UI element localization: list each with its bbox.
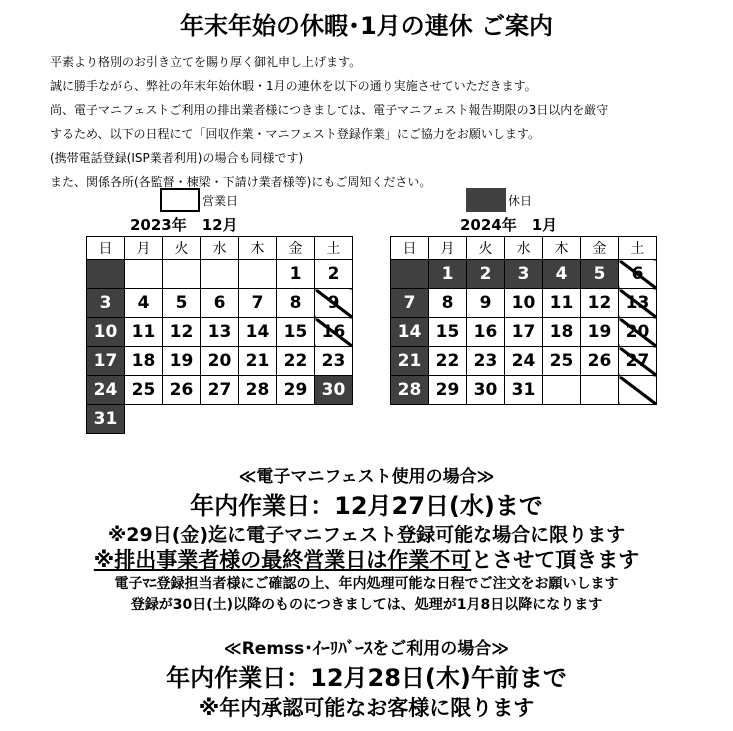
- day-cell: 27: [201, 376, 239, 405]
- day-cell: 10: [505, 289, 543, 318]
- legend-swatch-dark: [466, 188, 506, 212]
- day-cell: [201, 260, 239, 289]
- day-cell: [163, 405, 201, 434]
- crossed-out-day-cell: 16: [315, 318, 353, 347]
- day-cell: 25: [543, 347, 581, 376]
- day-cell: 6: [201, 289, 239, 318]
- day-cell: [125, 260, 163, 289]
- day-cell: 26: [163, 376, 201, 405]
- holiday-cell: 21: [391, 347, 429, 376]
- day-cell: 14: [239, 318, 277, 347]
- holiday-cell: 2: [467, 260, 505, 289]
- day-cell: 28: [239, 376, 277, 405]
- holiday-cell: 31: [87, 405, 125, 434]
- calendar-week: [87, 289, 353, 318]
- calendar-january-2024: [390, 236, 657, 405]
- day-cell: 13: [201, 318, 239, 347]
- crossed-out-day-cell: 9: [315, 289, 353, 318]
- calendar-week: [87, 405, 353, 434]
- crossed-out-day-cell: [619, 376, 657, 405]
- day-cell: [581, 376, 619, 405]
- weekday-header: 水: [505, 237, 543, 260]
- day-cell: 17: [505, 318, 543, 347]
- intro-line: また、関係各所(各監督・棟梁・下請け業者様等)にもご周知ください。: [50, 175, 432, 189]
- day-cell: 30: [467, 376, 505, 405]
- calendar-week: [391, 318, 657, 347]
- holiday-cell: 24: [87, 376, 125, 405]
- intro-line: (携帯電話登録(ISP業者利用)の場合も同様です): [50, 151, 304, 165]
- day-cell: [315, 405, 353, 434]
- intro-line: 平素より格別のお引き立てを賜り厚く御礼申し上げます。: [50, 55, 362, 69]
- legend-holiday: [466, 188, 532, 212]
- electronic-manifest-deadline: 年内作業日：12月27日(水)まで: [190, 492, 543, 520]
- weekday-header: 月: [125, 237, 163, 260]
- legend-label: 営業日: [202, 193, 239, 208]
- holiday-cell: [391, 260, 429, 289]
- calendar-week: [87, 347, 353, 376]
- day-cell: [543, 376, 581, 405]
- legend-business-day: [160, 188, 238, 212]
- electronic-note-3: 電子ﾏﾆ登録担当者様にご確認の上、年内処理可能な日程でご注文をお願いします: [114, 576, 619, 592]
- calendar-week: [87, 260, 353, 289]
- day-cell: [239, 405, 277, 434]
- day-cell: 18: [543, 318, 581, 347]
- day-cell: 2: [315, 260, 353, 289]
- holiday-cell: 14: [391, 318, 429, 347]
- weekday-header: 日: [391, 237, 429, 260]
- holiday-cell: 1: [429, 260, 467, 289]
- page-title: 年末年始の休暇･1月の連休 ご案内: [179, 12, 554, 40]
- calendar-week: [87, 376, 353, 405]
- weekday-header: 火: [163, 237, 201, 260]
- weekday-header: 月: [429, 237, 467, 260]
- day-cell: 7: [239, 289, 277, 318]
- calendar-december-2023: [86, 236, 353, 434]
- weekday-header: 木: [543, 237, 581, 260]
- day-cell: 11: [543, 289, 581, 318]
- day-cell: [125, 405, 163, 434]
- electronic-note-1: ※29日(金)迄に電子マニフェスト登録可能な場合に限ります: [107, 524, 626, 546]
- holiday-cell: 10: [87, 318, 125, 347]
- day-cell: 11: [125, 318, 163, 347]
- day-cell: 22: [429, 347, 467, 376]
- crossed-out-day-cell: 27: [619, 347, 657, 376]
- day-cell: 19: [581, 318, 619, 347]
- day-cell: 20: [201, 347, 239, 376]
- calendar-week: [391, 260, 657, 289]
- electronic-note-2-rest: とさせて頂きます: [471, 548, 640, 572]
- holiday-cell: 3: [505, 260, 543, 289]
- day-cell: 8: [277, 289, 315, 318]
- weekday-header: 土: [619, 237, 657, 260]
- day-cell: 31: [505, 376, 543, 405]
- intro-line: 誠に勝手ながら、弊社の年末年始休暇・1月の連休を以下の通り実施させていただきます。: [50, 79, 537, 93]
- holiday-cell: 17: [87, 347, 125, 376]
- calendar-week: [391, 347, 657, 376]
- remss-deadline: 年内作業日：12月28日(木)午前まで: [166, 664, 567, 692]
- day-cell: [239, 260, 277, 289]
- calendar-title-jan: 2024年 1月: [460, 216, 558, 234]
- day-cell: 8: [429, 289, 467, 318]
- day-cell: 12: [163, 318, 201, 347]
- calendar-week: [391, 289, 657, 318]
- day-cell: 29: [277, 376, 315, 405]
- weekday-header: 日: [87, 237, 125, 260]
- day-cell: 15: [429, 318, 467, 347]
- holiday-cell: 3: [87, 289, 125, 318]
- calendar-week: [391, 376, 657, 405]
- day-cell: 22: [277, 347, 315, 376]
- legend-label: 休日: [508, 193, 533, 208]
- day-cell: 4: [125, 289, 163, 318]
- crossed-out-day-cell: 20: [619, 318, 657, 347]
- day-cell: 23: [315, 347, 353, 376]
- crossed-out-day-cell: 6: [619, 260, 657, 289]
- day-cell: 9: [467, 289, 505, 318]
- day-cell: 18: [125, 347, 163, 376]
- day-cell: 26: [581, 347, 619, 376]
- day-cell: 25: [125, 376, 163, 405]
- calendar-week: [87, 318, 353, 347]
- intro-line: 尚、電子マニフェストご利用の排出業者様につきましては、電子マニフェスト報告期限の3日以内を厳守: [50, 103, 609, 117]
- holiday-cell: 7: [391, 289, 429, 318]
- weekday-header: 木: [239, 237, 277, 260]
- day-cell: 15: [277, 318, 315, 347]
- electronic-note-2-underlined: ※排出事業者様の最終営業日は作業不可: [93, 548, 472, 572]
- electronic-note-4: 登録が30日(土)以降のものにつきましては、処理が1月8日以降になります: [130, 597, 603, 613]
- day-cell: 24: [505, 347, 543, 376]
- day-cell: [163, 260, 201, 289]
- day-cell: 5: [163, 289, 201, 318]
- weekday-header: 水: [201, 237, 239, 260]
- holiday-cell: 30: [315, 376, 353, 405]
- weekday-header: 土: [315, 237, 353, 260]
- day-cell: 19: [163, 347, 201, 376]
- weekday-header: 金: [581, 237, 619, 260]
- day-cell: 12: [581, 289, 619, 318]
- remss-header: ≪Remss･ｲｰﾘﾊﾞｰｽをご利用の場合≫: [223, 639, 510, 659]
- electronic-note-2: [0, 544, 733, 574]
- day-cell: [201, 405, 239, 434]
- electronic-manifest-header: ≪電子マニフェスト使用の場合≫: [238, 467, 495, 487]
- holiday-cell: 4: [543, 260, 581, 289]
- crossed-out-day-cell: 13: [619, 289, 657, 318]
- day-cell: 1: [277, 260, 315, 289]
- holiday-cell: 28: [391, 376, 429, 405]
- holiday-cell: 5: [581, 260, 619, 289]
- intro-text: [50, 50, 608, 194]
- day-cell: 16: [467, 318, 505, 347]
- calendar-title-dec: 2023年 12月: [130, 216, 238, 234]
- day-cell: 23: [467, 347, 505, 376]
- holiday-cell: [87, 260, 125, 289]
- remss-note: ※年内承認可能なお客様に限ります: [198, 696, 535, 720]
- weekday-header: 金: [277, 237, 315, 260]
- day-cell: [277, 405, 315, 434]
- day-cell: 21: [239, 347, 277, 376]
- legend-swatch-white: [160, 188, 200, 212]
- weekday-header: 火: [467, 237, 505, 260]
- day-cell: 29: [429, 376, 467, 405]
- intro-line: するため、以下の日程にて「回収作業・マニフェスト登録作業」にご協力をお願いします。: [50, 127, 540, 141]
